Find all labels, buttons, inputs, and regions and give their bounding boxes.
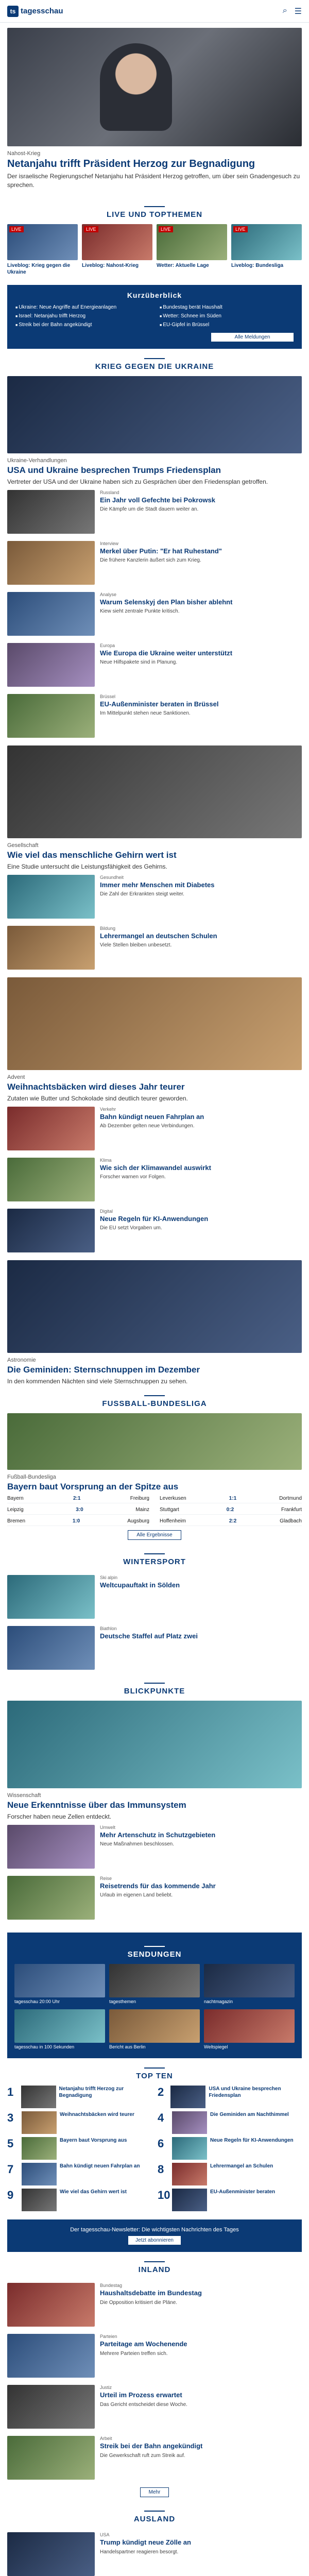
list-topline: Reise: [100, 1876, 112, 1882]
live-title: Liveblog: Krieg gegen die Ukraine: [7, 262, 71, 275]
feature-title[interactable]: Bayern baut Vorsprung an der Spitze aus: [7, 1481, 179, 1492]
kurz-item[interactable]: ■ Wetter: Schnee im Süden: [160, 313, 294, 319]
topten-title: Netanjahu trifft Herzog zur Begnadigung: [59, 2086, 124, 2099]
feature-teaser[interactable]: [0, 376, 309, 486]
feature-teaser[interactable]: [0, 1413, 309, 1492]
list-item[interactable]: [0, 1103, 309, 1154]
list-title[interactable]: EU-Außenminister beraten in Brüssel: [100, 700, 219, 708]
feature-topline: Advent: [7, 1074, 25, 1080]
topten-item[interactable]: [7, 2163, 151, 2185]
list-topline: Klima: [100, 1157, 112, 1163]
newsletter-box: [7, 2219, 302, 2252]
menu-icon[interactable]: ☰: [294, 7, 302, 16]
list-item[interactable]: [0, 1205, 309, 1256]
list-topline: Analyse: [100, 591, 117, 597]
sendung-title: tagesschau 20:00 Uhr: [14, 1999, 60, 2005]
topten-title: Lehrermangel an Schulen: [210, 2163, 273, 2170]
live-card[interactable]: [231, 224, 302, 276]
feature-image[interactable]: [7, 1413, 302, 1470]
list-item[interactable]: [0, 1622, 309, 1673]
section-head-winter: [0, 1544, 309, 1571]
topten-title: Bayern baut Vorsprung aus: [60, 2138, 127, 2144]
kurz-item[interactable]: ■ Israel: Netanjahu trifft Herzog: [15, 313, 149, 319]
feature-image[interactable]: [7, 1260, 302, 1353]
list-group-1: [0, 486, 309, 741]
topten-title: Wie viel das Gehirn wert ist: [60, 2189, 127, 2195]
feature-title[interactable]: Weihnachtsbäcken wird dieses Jahr teurer: [7, 1081, 185, 1092]
feature-image[interactable]: [7, 376, 302, 453]
score: 2:2: [229, 1518, 237, 1524]
list-title[interactable]: Ein Jahr voll Gefechte bei Pokrowsk: [100, 496, 215, 504]
topten-item[interactable]: [158, 2137, 302, 2160]
list-title[interactable]: Neue Regeln für KI-Anwendungen: [100, 1214, 209, 1223]
section-head-live: [0, 197, 309, 224]
team: Stuttgart: [160, 1507, 179, 1513]
list-group-3: [0, 1103, 309, 1256]
list-text: Neue Maßnahmen beschlossen.: [100, 1841, 174, 1848]
topten-list: [0, 2086, 309, 2211]
sendung-title: Weltspiegel: [204, 2044, 228, 2049]
results-more-button[interactable]: Alle Ergebnisse: [128, 1530, 181, 1540]
section-title: INLAND: [138, 2265, 171, 2275]
sendung-title: Bericht aus Berlin: [109, 2044, 146, 2049]
list-topline: Arbeit: [100, 2436, 112, 2442]
result-row[interactable]: [160, 1505, 302, 1515]
team: Leipzig: [7, 1507, 24, 1513]
hero-teaser[interactable]: [0, 23, 309, 197]
list-item[interactable]: [0, 2381, 309, 2432]
list-item[interactable]: [0, 537, 309, 588]
list-title[interactable]: Parteitage am Wochenende: [100, 2340, 187, 2348]
list-topline: Biathlon: [100, 1626, 117, 1632]
rank: 4: [158, 2111, 164, 2125]
feature-image[interactable]: [7, 745, 302, 838]
list-title[interactable]: Deutsche Staffel auf Platz zwei: [100, 1632, 198, 1640]
rank: 7: [7, 2163, 14, 2176]
list-topline: Parteien: [100, 2334, 117, 2340]
result-row[interactable]: [160, 1494, 302, 1503]
feature-teaser[interactable]: [0, 842, 309, 871]
section-title: WINTERSPORT: [123, 1557, 186, 1567]
list-title[interactable]: Warum Selenskyj den Plan bisher ablehnt: [100, 598, 233, 606]
section-title: SENDUNGEN: [127, 1950, 182, 1959]
section-title: FUSSBALL-BUNDESLIGA: [102, 1399, 207, 1408]
result-row[interactable]: [7, 1517, 149, 1526]
topten-title: EU-Außenminister beraten: [210, 2189, 276, 2195]
list-item[interactable]: [0, 1571, 309, 1622]
list-item[interactable]: [0, 588, 309, 639]
topten-title: Bahn kündigt neuen Fahrplan an: [60, 2163, 140, 2170]
live-card[interactable]: [7, 224, 78, 276]
topten-item[interactable]: [7, 2137, 151, 2160]
feature-teaser[interactable]: [0, 1701, 309, 1821]
list-item[interactable]: [0, 2279, 309, 2330]
list-topline: Ski alpin: [100, 1575, 118, 1581]
section-head-ukraine: [0, 349, 309, 376]
hero-title[interactable]: Netanjahu trifft Präsident Herzog zur Begnadigung: [7, 158, 255, 170]
team: Frankfurt: [281, 1507, 302, 1513]
list-topline: Verkehr: [100, 1106, 116, 1112]
feature-teaser[interactable]: [0, 1357, 309, 1386]
section-head-topten: [0, 2058, 309, 2086]
list-item[interactable]: [0, 2529, 309, 2576]
result-row[interactable]: [160, 1517, 302, 1526]
section-head-inland: [0, 2252, 309, 2279]
list-title[interactable]: Bahn kündigt neuen Fahrplan an: [100, 1112, 204, 1121]
feature-teaser[interactable]: [0, 1074, 309, 1103]
kurz-title: Kurzüberblick: [127, 291, 182, 299]
list-title[interactable]: Trump kündigt neue Zölle an: [100, 2538, 191, 2547]
list-topline: Justiz: [100, 2385, 112, 2391]
feature-topline: Ukraine-Verhandlungen: [7, 457, 67, 464]
list-title[interactable]: Wie Europa die Ukraine weiter unterstützt: [100, 649, 233, 657]
score: 0:2: [226, 1507, 234, 1513]
logo-mark: ts: [7, 6, 19, 17]
list-item[interactable]: [0, 639, 309, 690]
list-item[interactable]: [0, 1821, 309, 1872]
list-text: Urlaub im eigenen Land beliebt.: [100, 1892, 173, 1899]
topten-item[interactable]: [7, 2111, 151, 2134]
rank: 8: [158, 2163, 164, 2176]
list-topline: Russland: [100, 489, 119, 495]
logo[interactable]: [7, 6, 63, 17]
list-text: Die EU setzt Vorgaben um.: [100, 1225, 162, 1231]
list-topline: USA: [100, 2532, 110, 2538]
list-topline: Digital: [100, 1208, 113, 1214]
list-text: Neue Hilfspakete sind in Planung.: [100, 659, 178, 665]
search-icon[interactable]: ⌕: [282, 6, 287, 15]
list-text: Die Gewerkschaft ruft zum Streik auf.: [100, 2452, 185, 2459]
kurzueberblick-box: [7, 285, 302, 349]
score: 2:1: [73, 1496, 81, 1502]
rank: 1: [7, 2086, 14, 2099]
list-text: Im Mittelpunkt stehen neue Sanktionen.: [100, 710, 191, 716]
topten-title: Neue Regeln für KI-Anwendungen: [210, 2138, 294, 2144]
rank: 2: [158, 2086, 164, 2099]
feature-title[interactable]: Die Geminiden: Sternschnuppen im Dezember: [7, 1364, 200, 1375]
kurz-more-button[interactable]: Alle Meldungen: [211, 333, 294, 342]
sendungen-box: [7, 1933, 302, 2058]
list-group-inland: [0, 2279, 309, 2483]
sendung-card[interactable]: [204, 1964, 295, 2005]
list-title[interactable]: Wie sich der Klimawandel auswirkt: [100, 1163, 211, 1172]
kurz-item[interactable]: ■ Streik bei der Bahn angekündigt: [15, 322, 149, 328]
list-topline: Bundestag: [100, 2283, 123, 2289]
team: Gladbach: [280, 1518, 302, 1524]
feature-text: Zutaten wie Butter und Schokolade sind deutlich teurer geworden.: [7, 1094, 188, 1102]
list-item[interactable]: [0, 922, 309, 973]
list-topline: Gesundheit: [100, 874, 124, 880]
list-group-winter: [0, 1571, 309, 1673]
kurz-item[interactable]: ■ EU-Gipfel in Brüssel: [160, 322, 294, 328]
score: 3:0: [76, 1507, 83, 1513]
hero-topline: Nahost-Krieg: [7, 150, 41, 157]
list-text: Handelspartner reagieren besorgt.: [100, 2549, 179, 2555]
sendung-title: nachtmagazin: [204, 1999, 233, 2005]
list-text: Forscher warnen vor Folgen.: [100, 1174, 166, 1180]
live-badge: LIVE: [9, 226, 24, 232]
topten-title: Weihnachtsbäcken wird teurer: [60, 2112, 134, 2118]
list-topline: Interview: [100, 540, 119, 546]
team: Mainz: [135, 1507, 149, 1513]
list-item[interactable]: [0, 486, 309, 537]
list-topline: Bildung: [100, 925, 116, 931]
feature-topline: Astronomie: [7, 1357, 36, 1363]
team: Bayern: [7, 1496, 24, 1502]
list-text: Ab Dezember gelten neue Verbindungen.: [100, 1123, 195, 1129]
section-title: BLICKPUNKTE: [124, 1687, 185, 1696]
list-text: Kiew sieht zentrale Punkte kritisch.: [100, 608, 180, 614]
newsletter-button[interactable]: Jetzt abonnieren: [128, 2236, 181, 2245]
list-text: Viele Stellen bleiben unbesetzt.: [100, 942, 172, 948]
sendung-card[interactable]: [204, 2009, 295, 2050]
sendung-card[interactable]: [14, 2009, 105, 2050]
list-group-4: [0, 1821, 309, 1923]
list-item[interactable]: [0, 2330, 309, 2381]
feature-topline: Wissenschaft: [7, 1792, 41, 1799]
live-title: Wetter: Aktuelle Lage: [157, 262, 209, 268]
list-item[interactable]: [0, 2432, 309, 2483]
feature-text: Eine Studie untersucht die Leistungsfähigkeit des Gehirns.: [7, 862, 167, 870]
section-head-blick: [0, 1673, 309, 1701]
rank: 9: [7, 2189, 14, 2202]
topten-item[interactable]: [7, 2189, 151, 2211]
list-item[interactable]: [0, 1872, 309, 1923]
team: Freiburg: [130, 1496, 149, 1502]
score: 1:1: [229, 1496, 237, 1502]
live-title: Liveblog: Bundesliga: [231, 262, 284, 268]
list-text: Die Kämpfe um die Stadt dauern weiter an.: [100, 506, 199, 512]
list-title[interactable]: Merkel über Putin: "Er hat Ruhestand": [100, 547, 222, 555]
live-badge: LIVE: [84, 226, 98, 232]
hero-text: Der israelische Regierungschef Netanjahu hat Präsident Herzog getroffen, um über sein Gnadengesuch zu sprechen.: [7, 173, 300, 189]
logo-text: tagesschau: [21, 7, 63, 15]
section-title: TOP TEN: [136, 2072, 173, 2081]
live-badge: LIVE: [159, 226, 173, 232]
team: Leverkusen: [160, 1496, 186, 1502]
feature-title[interactable]: Wie viel das menschliche Gehirn wert ist: [7, 850, 177, 860]
topten-item[interactable]: [158, 2163, 302, 2185]
feature-title[interactable]: Neue Erkenntnisse über das Immunsystem: [7, 1800, 186, 1810]
sendung-card[interactable]: [109, 1964, 200, 2005]
list-item[interactable]: [0, 1154, 309, 1205]
kurz-item[interactable]: ■ Bundestag berät Haushalt: [160, 304, 294, 310]
feature-text: In den kommenden Nächten sind viele Sternschnuppen zu sehen.: [7, 1377, 188, 1385]
list-text: Das Gericht entscheidet diese Woche.: [100, 2401, 187, 2408]
live-badge: LIVE: [233, 226, 248, 232]
list-group-2: [0, 871, 309, 973]
list-title[interactable]: Reisetrends für das kommende Jahr: [100, 1882, 216, 1890]
result-row[interactable]: [7, 1505, 149, 1515]
topten-item[interactable]: [158, 2086, 302, 2108]
feature-title[interactable]: USA und Ukraine besprechen Trumps Friedensplan: [7, 465, 221, 475]
list-topline: Brüssel: [100, 693, 116, 699]
list-title[interactable]: Weltcupauftakt in Sölden: [100, 1581, 180, 1589]
feature-image[interactable]: [7, 977, 302, 1070]
top-bar: [0, 0, 309, 23]
section-head-bundesliga: [0, 1386, 309, 1413]
team: Augsburg: [127, 1518, 149, 1524]
result-row[interactable]: [7, 1494, 149, 1503]
feature-topline: Gesellschaft: [7, 842, 39, 849]
list-group-ausland: [0, 2529, 309, 2576]
list-title[interactable]: Urteil im Prozess erwartet: [100, 2391, 182, 2399]
sendung-title: tagesthemen: [109, 1999, 136, 2005]
feature-image[interactable]: [7, 1701, 302, 1788]
score: 1:0: [72, 1518, 80, 1524]
team: Dortmund: [279, 1496, 302, 1502]
inland-more-button[interactable]: Mehr: [140, 2487, 169, 2497]
rank: 6: [158, 2137, 164, 2150]
sendung-card[interactable]: [109, 2009, 200, 2050]
newsletter-text: Der tagesschau-Newsletter: Die wichtigsten Nachrichten des Tages: [70, 2227, 239, 2233]
feature-text: Vertreter der USA und der Ukraine haben sich zu Gesprächen über den Friedensplan getroffen.: [7, 478, 268, 485]
topten-title: Die Geminiden am Nachthimmel: [210, 2112, 289, 2118]
live-grid: [0, 224, 309, 276]
topten-item[interactable]: [7, 2086, 151, 2108]
results-table: [0, 1494, 309, 1540]
list-item[interactable]: [0, 871, 309, 922]
section-title: AUSLAND: [133, 2515, 176, 2524]
topten-title: USA und Ukraine besprechen Friedensplan: [209, 2086, 281, 2099]
list-topline: Umwelt: [100, 1825, 116, 1831]
list-title[interactable]: Immer mehr Menschen mit Diabetes: [100, 880, 215, 889]
list-title[interactable]: Haushaltsdebatte im Bundestag: [100, 2289, 202, 2297]
list-title[interactable]: Streik bei der Bahn angekündigt: [100, 2442, 203, 2450]
live-title: Liveblog: Nahost-Krieg: [82, 262, 139, 268]
list-text: Die Zahl der Erkrankten steigt weiter.: [100, 891, 184, 897]
section-head-sendungen: [14, 1937, 295, 1964]
sendung-title: tagesschau in 100 Sekunden: [14, 2044, 75, 2049]
live-card[interactable]: [157, 224, 227, 276]
live-card[interactable]: [82, 224, 152, 276]
kurz-item[interactable]: ■ Ukraine: Neue Angriffe auf Energieanlagen: [15, 304, 149, 310]
list-title[interactable]: Lehrermangel an deutschen Schulen: [100, 931, 217, 940]
rank: 3: [7, 2111, 14, 2125]
topten-item[interactable]: [158, 2111, 302, 2134]
list-text: Die Opposition kritisiert die Pläne.: [100, 2299, 178, 2306]
section-head-ausland: [0, 2501, 309, 2529]
feature-topline: Fußball-Bundesliga: [7, 1473, 56, 1480]
team: Hoffenheim: [160, 1518, 186, 1524]
list-text: Die frühere Kanzlerin äußert sich zum Krieg.: [100, 557, 201, 563]
topten-item[interactable]: [158, 2189, 302, 2211]
rank: 10: [158, 2189, 170, 2202]
hero-image[interactable]: [7, 28, 302, 146]
section-title: LIVE UND TOPTHEMEN: [106, 210, 203, 219]
section-title: KRIEG GEGEN DIE UKRAINE: [95, 362, 214, 371]
list-text: Mehrere Parteien treffen sich.: [100, 2350, 168, 2357]
list-title[interactable]: Mehr Artenschutz in Schutzgebieten: [100, 1831, 216, 1839]
list-item[interactable]: [0, 690, 309, 741]
list-topline: Europa: [100, 642, 115, 648]
team: Bremen: [7, 1518, 26, 1524]
feature-text: Forscher haben neue Zellen entdeckt.: [7, 1813, 112, 1821]
sendung-card[interactable]: [14, 1964, 105, 2005]
rank: 5: [7, 2137, 14, 2150]
